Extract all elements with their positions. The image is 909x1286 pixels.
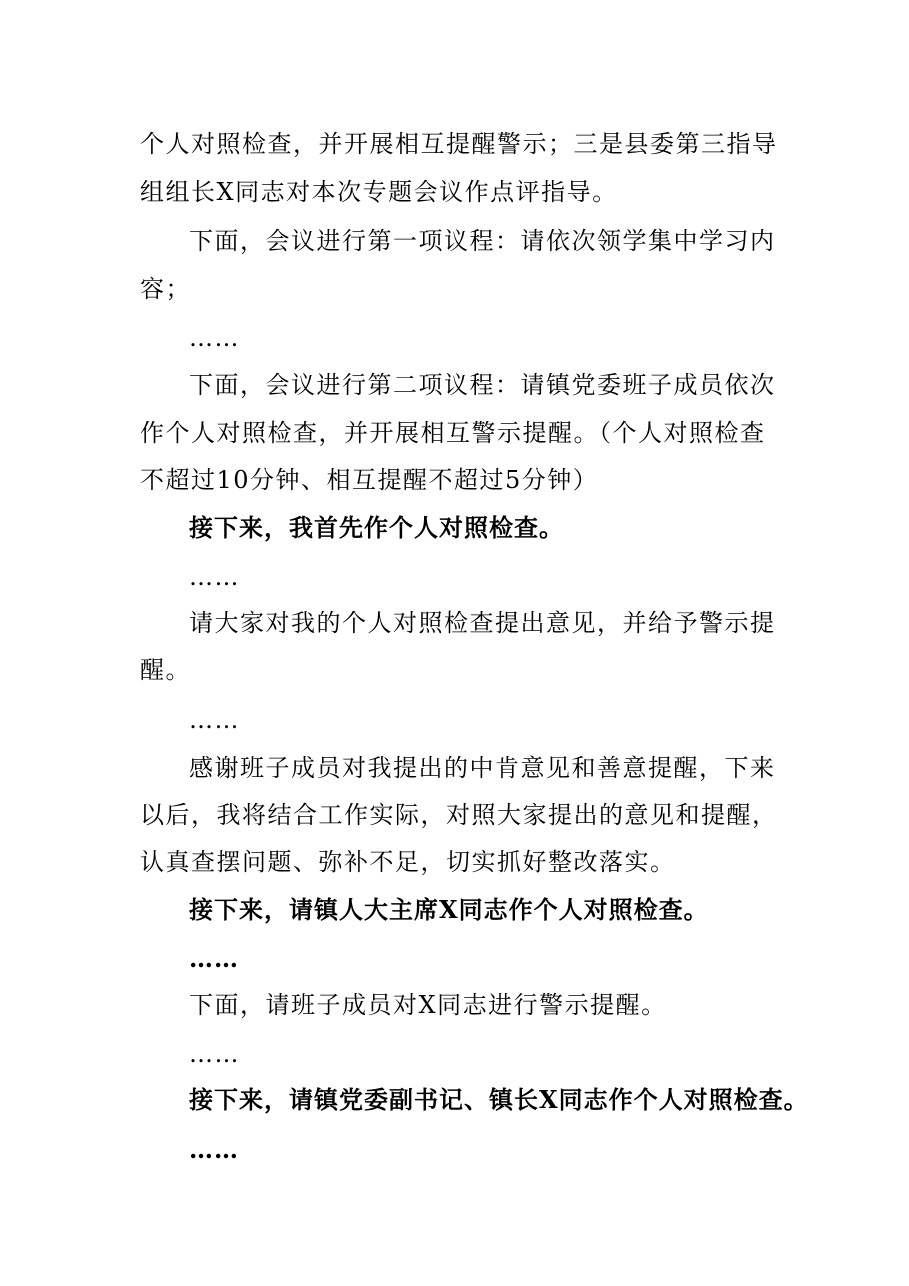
text-line: 感谢班子成员对我提出的中肯意见和善意提醒，下来 [189, 754, 776, 782]
ellipsis-line: …… [189, 944, 239, 973]
bold-heading-line: 接下来，请镇党委副书记、镇长X同志作个人对照检查。 [189, 1085, 809, 1114]
ellipsis-line: …… [189, 324, 240, 352]
ellipsis-line: …… [189, 1040, 240, 1068]
text-line: 请大家对我的个人对照检查提出意见，并给予警示提 [189, 609, 776, 637]
bold-heading-line: 接下来，请镇人大主席X同志作个人对照检查。 [189, 895, 709, 924]
text-line: 下面，会议进行第一项议程：请依次领学集中学习内 [189, 227, 776, 255]
text-line: 以后，我将结合工作实际，对照大家提出的意见和提醒， [140, 801, 778, 829]
text-line: 组组长X同志对本次专题会议作点评指导。 [140, 178, 618, 206]
text-line: 不超过10分钟、相互提醒不超过5分钟） [140, 466, 599, 494]
text-line: 作个人对照检查，并开展相互警示提醒。（个人对照检查 [140, 419, 766, 447]
ellipsis-line: …… [189, 706, 240, 734]
text-line: 下面，会议进行第二项议程：请镇党委班子成员依次 [189, 371, 776, 399]
bold-heading-line: 接下来，我首先作个人对照检查。 [189, 513, 564, 542]
ellipsis-line: …… [189, 1135, 239, 1164]
text-line: 个人对照检查，并开展相互提醒警示；三是县委第三指导 [140, 130, 778, 158]
text-line: 下面，请班子成员对X同志进行警示提醒。 [189, 991, 667, 1019]
text-line: 容； [140, 275, 191, 303]
text-line: 认真查摆问题、弥补不足，切实抓好整改落实。 [140, 848, 676, 876]
text-line: 醒。 [140, 656, 191, 684]
ellipsis-line: …… [189, 563, 240, 591]
